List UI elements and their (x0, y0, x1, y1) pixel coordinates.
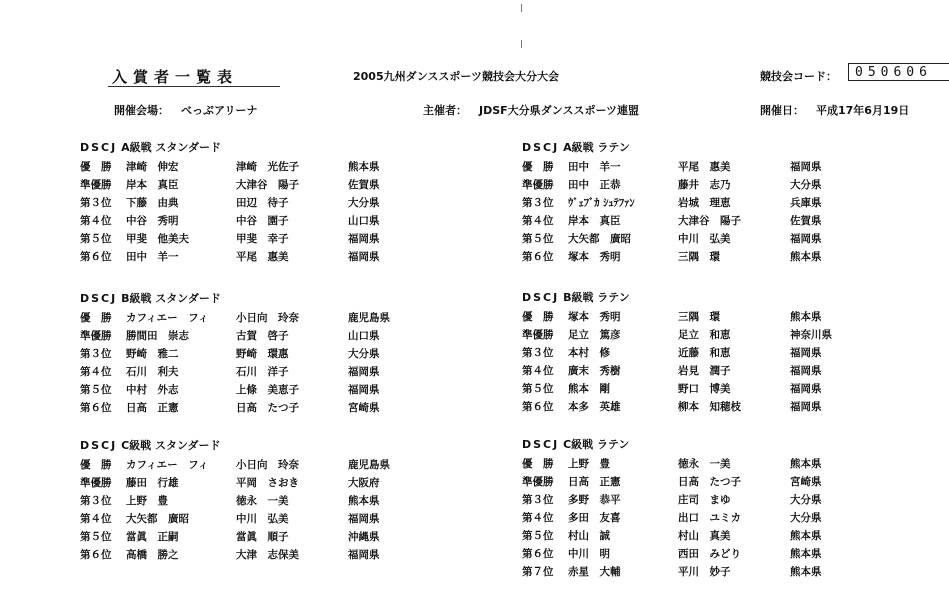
results-section-c-latin (522, 436, 862, 582)
result-row: 第４位 中谷 秀明 中谷 園子 山口県 (80, 215, 380, 227)
result-row: 準優勝 岸本 真臣 大津谷 陽子 佐賀県 (80, 179, 380, 191)
event-name: 2005九州ダンススポーツ競技会大分大会 (353, 70, 559, 83)
page-title: 入賞者一覧表 (112, 68, 239, 86)
result-row: 第４位 石川 利夫 石川 洋子 福岡県 (80, 366, 380, 378)
date-label: 開催日： (760, 104, 804, 117)
result-row: 優 勝 田中 羊一 平尾 惠美 福岡県 (522, 161, 822, 173)
result-row: 第５位 當眞 正嗣 當眞 順子 沖縄県 (80, 531, 380, 543)
section-title: DSCJ A級戦 ラテン (522, 141, 630, 154)
result-row: 第３位 多野 恭平 庄司 まゆ 大分県 (522, 494, 822, 506)
venue (114, 102, 258, 118)
result-row: 第５位 熊本 剛 野口 博美 福岡県 (522, 383, 822, 395)
result-row: 優 勝 上野 豊 徳永 一美 熊本県 (522, 458, 822, 470)
result-row: 第４位 岸本 真臣 大津谷 陽子 佐賀県 (522, 215, 822, 227)
organizer-value: JDSF大分県ダンススポーツ連盟 (479, 104, 639, 117)
title-underline (108, 86, 280, 87)
result-row: 第６位 塚本 秀明 三隅 環 熊本県 (522, 251, 822, 263)
result-row: 優 勝 津崎 伸宏 津崎 光佐子 熊本県 (80, 161, 380, 173)
venue-label: 開催会場： (114, 104, 169, 117)
result-row: 第６位 田中 羊一 平尾 惠美 福岡県 (80, 251, 380, 263)
result-row: 準優勝 足立 篤彦 足立 和恵 神奈川県 (522, 329, 832, 341)
section-title: DSCJ A級戦 スタンダード (80, 141, 221, 154)
result-row: 準優勝 田中 正恭 藤井 志乃 大分県 (522, 179, 822, 191)
result-row: 第４位 多田 友喜 出口 ユミカ 大分県 (522, 512, 822, 524)
results-section-b-standard (80, 290, 420, 418)
result-row: 第５位 中村 外志 上條 美恵子 福岡県 (80, 384, 380, 396)
results-section-a-standard (80, 139, 420, 267)
scan-mark (521, 4, 522, 12)
result-row: 第４位 廣末 秀樹 岩見 潤子 福岡県 (522, 365, 822, 377)
result-row: 第３位 上野 豊 徳永 一美 熊本県 (80, 495, 380, 507)
result-row: 準優勝 勝間田 崇志 古賀 啓子 山口県 (80, 330, 380, 342)
competition-code-box: 050606 (848, 63, 949, 81)
result-row: 第４位 大矢都 廣昭 中川 弘美 福岡県 (80, 513, 380, 525)
result-row: 第６位 日高 正憲 日高 たつ子 宮崎県 (80, 402, 380, 414)
result-row: 第３位 ｳﾞｪﾌﾞｶ ｼｭﾃﾌｧﾝ 岩城 理恵 兵庫県 (522, 197, 822, 209)
organizer (423, 102, 639, 118)
competition-code-label: 競技会コード： (760, 70, 837, 83)
section-title: DSCJ C級戦 ラテン (522, 438, 630, 451)
results-section-a-latin (522, 139, 862, 267)
section-title: DSCJ C級戦 スタンダード (80, 439, 221, 452)
organizer-label: 主催者： (423, 104, 467, 117)
event-date (760, 102, 909, 118)
results-section-c-standard (80, 437, 420, 565)
section-title: DSCJ B級戦 ラテン (522, 291, 630, 304)
result-row: 優 勝 塚本 秀明 三隅 環 熊本県 (522, 311, 822, 323)
result-row: 第５位 大矢都 廣昭 中川 弘美 福岡県 (522, 233, 822, 245)
result-row: 第６位 本多 英雄 柳本 知穂枝 福岡県 (522, 401, 822, 413)
date-value: 平成17年6月19日 (816, 104, 910, 117)
scan-mark (521, 40, 522, 48)
result-row: 第６位 高橋 勝之 大津 志保美 福岡県 (80, 549, 380, 561)
result-row: 第３位 野崎 雅二 野崎 環惠 大分県 (80, 348, 380, 360)
result-row: 優 勝 カフィエー フィ 小日向 玲奈 鹿児島県 (80, 312, 390, 324)
result-row: 準優勝 藤田 行雄 平岡 さおき 大阪府 (80, 477, 380, 489)
venue-value: べっぷアリーナ (181, 104, 258, 117)
result-row: 準優勝 日高 正憲 日高 たつ子 宮崎県 (522, 476, 822, 488)
result-row: 第６位 中川 明 西田 みどり 熊本県 (522, 548, 822, 560)
result-row: 優 勝 カフィエー フィ 小日向 玲奈 鹿児島県 (80, 459, 390, 471)
result-row: 第５位 村山 誠 村山 真美 熊本県 (522, 530, 822, 542)
result-row: 第７位 赤星 大輔 平川 妙子 熊本県 (522, 566, 822, 578)
result-row: 第３位 下藤 由典 田辺 待子 大分県 (80, 197, 380, 209)
results-section-b-latin (522, 289, 862, 417)
section-title: DSCJ B級戦 スタンダード (80, 292, 221, 305)
result-row: 第５位 甲斐 他美夫 甲斐 幸子 福岡県 (80, 233, 380, 245)
result-row: 第３位 本村 修 近藤 和恵 福岡県 (522, 347, 822, 359)
